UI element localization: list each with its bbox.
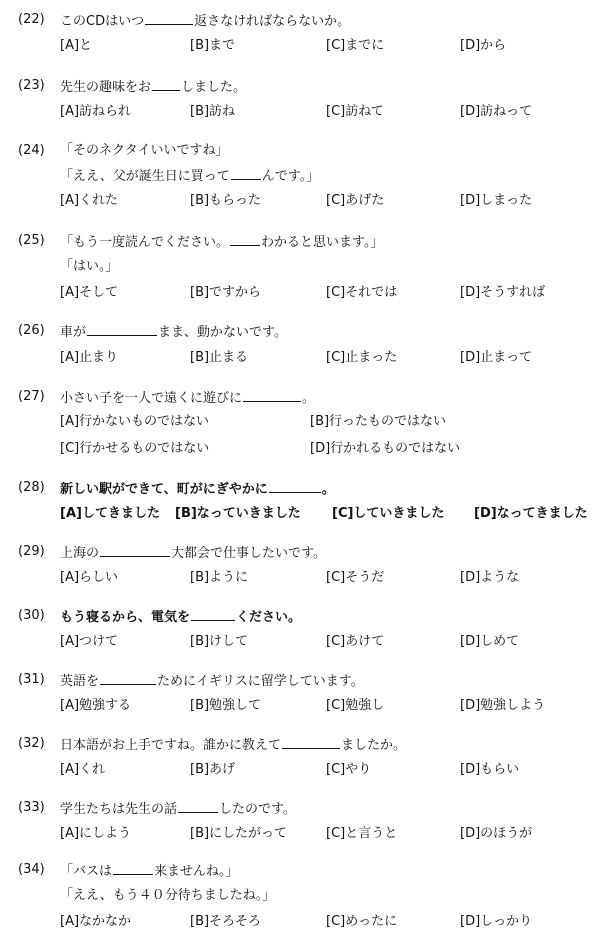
option-d[interactable]: [D]なってきました	[474, 506, 588, 521]
question-text	[60, 672, 364, 690]
option-d[interactable]: [D]ような	[460, 570, 520, 585]
option-a[interactable]: [A]止まり	[60, 350, 119, 365]
question-text	[60, 544, 326, 562]
text-segment: 先生の趣味をお	[60, 80, 152, 95]
text-segment: 大都会で仕事したいです。	[171, 546, 326, 561]
option-c[interactable]: [C]あけて	[326, 634, 385, 649]
option-a[interactable]: [A]にしよう	[60, 826, 132, 841]
question-number: (30)	[18, 608, 45, 623]
option-b[interactable]: [B]まで	[190, 38, 236, 53]
question-text	[60, 888, 275, 904]
option-d[interactable]: [D]しめて	[460, 634, 520, 649]
option-b[interactable]: [B]にしたがって	[190, 826, 288, 841]
option-b[interactable]: [B]けして	[190, 634, 249, 649]
option-c[interactable]: [C]止まった	[326, 350, 398, 365]
question-number: (32)	[18, 736, 45, 751]
option-a[interactable]: [A]くれた	[60, 193, 119, 208]
answer-blank	[87, 323, 157, 336]
option-c[interactable]: [C]それでは	[326, 285, 398, 300]
text-segment: 「はい。」	[60, 259, 119, 274]
answer-blank	[243, 389, 301, 402]
text-segment: 新しい駅ができて、町がにぎやかに	[60, 482, 268, 497]
option-c[interactable]: [C]訪ねて	[326, 104, 384, 119]
text-segment: 英語を	[60, 674, 100, 689]
question-text	[60, 143, 228, 159]
option-d[interactable]: [D]止まって	[460, 350, 533, 365]
text-segment: 上海の	[60, 546, 100, 561]
question-number: (31)	[18, 672, 45, 687]
text-segment: 「もう一度読んでください。	[60, 235, 230, 250]
question-number: (25)	[18, 233, 45, 248]
question-text	[60, 480, 335, 498]
answer-blank	[230, 233, 260, 246]
option-a[interactable]: [A]してきました	[60, 506, 160, 521]
question-number: (33)	[18, 800, 45, 815]
question-text	[60, 233, 383, 251]
option-d[interactable]: [D]訪ねって	[460, 104, 533, 119]
question-text	[60, 259, 119, 275]
text-segment: わかると思います。」	[261, 235, 384, 250]
option-a[interactable]: [A]そして	[60, 285, 119, 300]
option-b[interactable]: [B]もらった	[190, 193, 262, 208]
option-d[interactable]: [D]しまった	[460, 193, 533, 208]
answer-blank	[178, 800, 218, 813]
option-d[interactable]: [D]そうすれば	[460, 285, 546, 300]
question-text	[60, 323, 287, 341]
option-a[interactable]: [A]行かないものではない	[60, 414, 210, 429]
answer-blank	[113, 862, 153, 875]
question-number: (34)	[18, 862, 45, 877]
question-text	[60, 736, 406, 754]
text-segment: 日本語がお上手ですね。誰かに教えて	[60, 738, 282, 753]
answer-blank	[152, 78, 180, 91]
option-d[interactable]: [D]のほうが	[460, 826, 533, 841]
question-number: (27)	[18, 389, 45, 404]
text-segment: ましたか。	[341, 738, 407, 753]
text-segment: 「バスは	[60, 864, 113, 879]
option-d[interactable]: [D]もらい	[460, 762, 520, 777]
text-segment: ためにイギリスに留学しています。	[157, 674, 364, 689]
option-c[interactable]: [C]あげた	[326, 193, 385, 208]
question-number: (26)	[18, 323, 45, 338]
option-b[interactable]: [B]そろそろ	[190, 914, 262, 929]
option-a[interactable]: [A]と	[60, 38, 93, 53]
text-segment: 返さなければならないか。	[194, 14, 351, 29]
text-segment: したのです。	[219, 802, 296, 817]
answer-blank	[269, 480, 321, 493]
option-c[interactable]: [C]と言うと	[326, 826, 398, 841]
text-segment: 車が	[60, 325, 87, 340]
answer-blank	[100, 672, 156, 685]
option-d[interactable]: [D]しっかり	[460, 914, 533, 929]
option-a[interactable]: [A]つけて	[60, 634, 119, 649]
option-a[interactable]: [A]勉強する	[60, 698, 132, 713]
question-text	[60, 167, 319, 185]
text-segment: 来ませんね。」	[154, 864, 239, 879]
option-c[interactable]: [C]勉強し	[326, 698, 385, 713]
option-a[interactable]: [A]くれ	[60, 762, 106, 777]
text-segment: 。	[321, 482, 335, 497]
option-b[interactable]: [B]止まる	[190, 350, 249, 365]
question-number: (23)	[18, 78, 45, 93]
option-c[interactable]: [C]していきました	[332, 506, 445, 521]
question-text	[60, 608, 301, 626]
question-text	[60, 78, 246, 96]
text-segment: 学生たちは先生の話	[60, 802, 178, 817]
option-c[interactable]: [C]やり	[326, 762, 372, 777]
option-b[interactable]: [B]ように	[190, 570, 249, 585]
text-segment: もう寝るから、電気を	[60, 610, 191, 625]
option-d[interactable]: [D]から	[460, 38, 507, 53]
option-b[interactable]: [B]あげ	[190, 762, 236, 777]
text-segment: 「ええ、父が誕生日に買って	[60, 169, 230, 184]
answer-blank	[231, 167, 261, 180]
question-text	[60, 800, 296, 818]
option-a[interactable]: [A]なかなか	[60, 914, 132, 929]
question-text	[60, 12, 350, 30]
text-segment: まま、動かないです。	[158, 325, 287, 340]
option-a[interactable]: [A]訪ねられ	[60, 104, 132, 119]
answer-blank	[282, 736, 340, 749]
text-segment: しました。	[181, 80, 247, 95]
option-b[interactable]: [B]勉強して	[190, 698, 262, 713]
option-c[interactable]: [C]までに	[326, 38, 385, 53]
text-segment: 小さい子を一人で遠くに遊びに	[60, 391, 243, 406]
option-b[interactable]: [B]なっていきました	[175, 506, 301, 521]
question-text	[60, 862, 239, 880]
question-number: (22)	[18, 12, 45, 27]
text-segment: 。	[302, 391, 316, 406]
answer-blank	[191, 608, 235, 621]
option-c[interactable]: [C]めったに	[326, 914, 398, 929]
option-d[interactable]: [D]勉強しよう	[460, 698, 546, 713]
option-a[interactable]: [A]らしい	[60, 570, 119, 585]
option-d[interactable]: [D]行かれるものではない	[310, 441, 461, 456]
question-number: (29)	[18, 544, 45, 559]
option-c[interactable]: [C]そうだ	[326, 570, 385, 585]
question-text	[60, 389, 315, 407]
option-b[interactable]: [B]ですから	[190, 285, 262, 300]
option-b[interactable]: [B]行ったものではない	[310, 414, 447, 429]
text-segment: ください。	[236, 610, 302, 625]
text-segment: このCDはいつ	[60, 14, 145, 29]
answer-blank	[145, 12, 193, 25]
option-c[interactable]: [C]行かせるものではない	[60, 441, 210, 456]
option-b[interactable]: [B]訪ね	[190, 104, 236, 119]
question-number: (28)	[18, 480, 45, 495]
text-segment: んです。」	[261, 169, 320, 184]
question-number: (24)	[18, 143, 45, 158]
text-segment: 「そのネクタイいいですね」	[60, 143, 229, 158]
text-segment: 「ええ、もう４０分待ちましたね。」	[60, 888, 276, 903]
answer-blank	[100, 544, 170, 557]
